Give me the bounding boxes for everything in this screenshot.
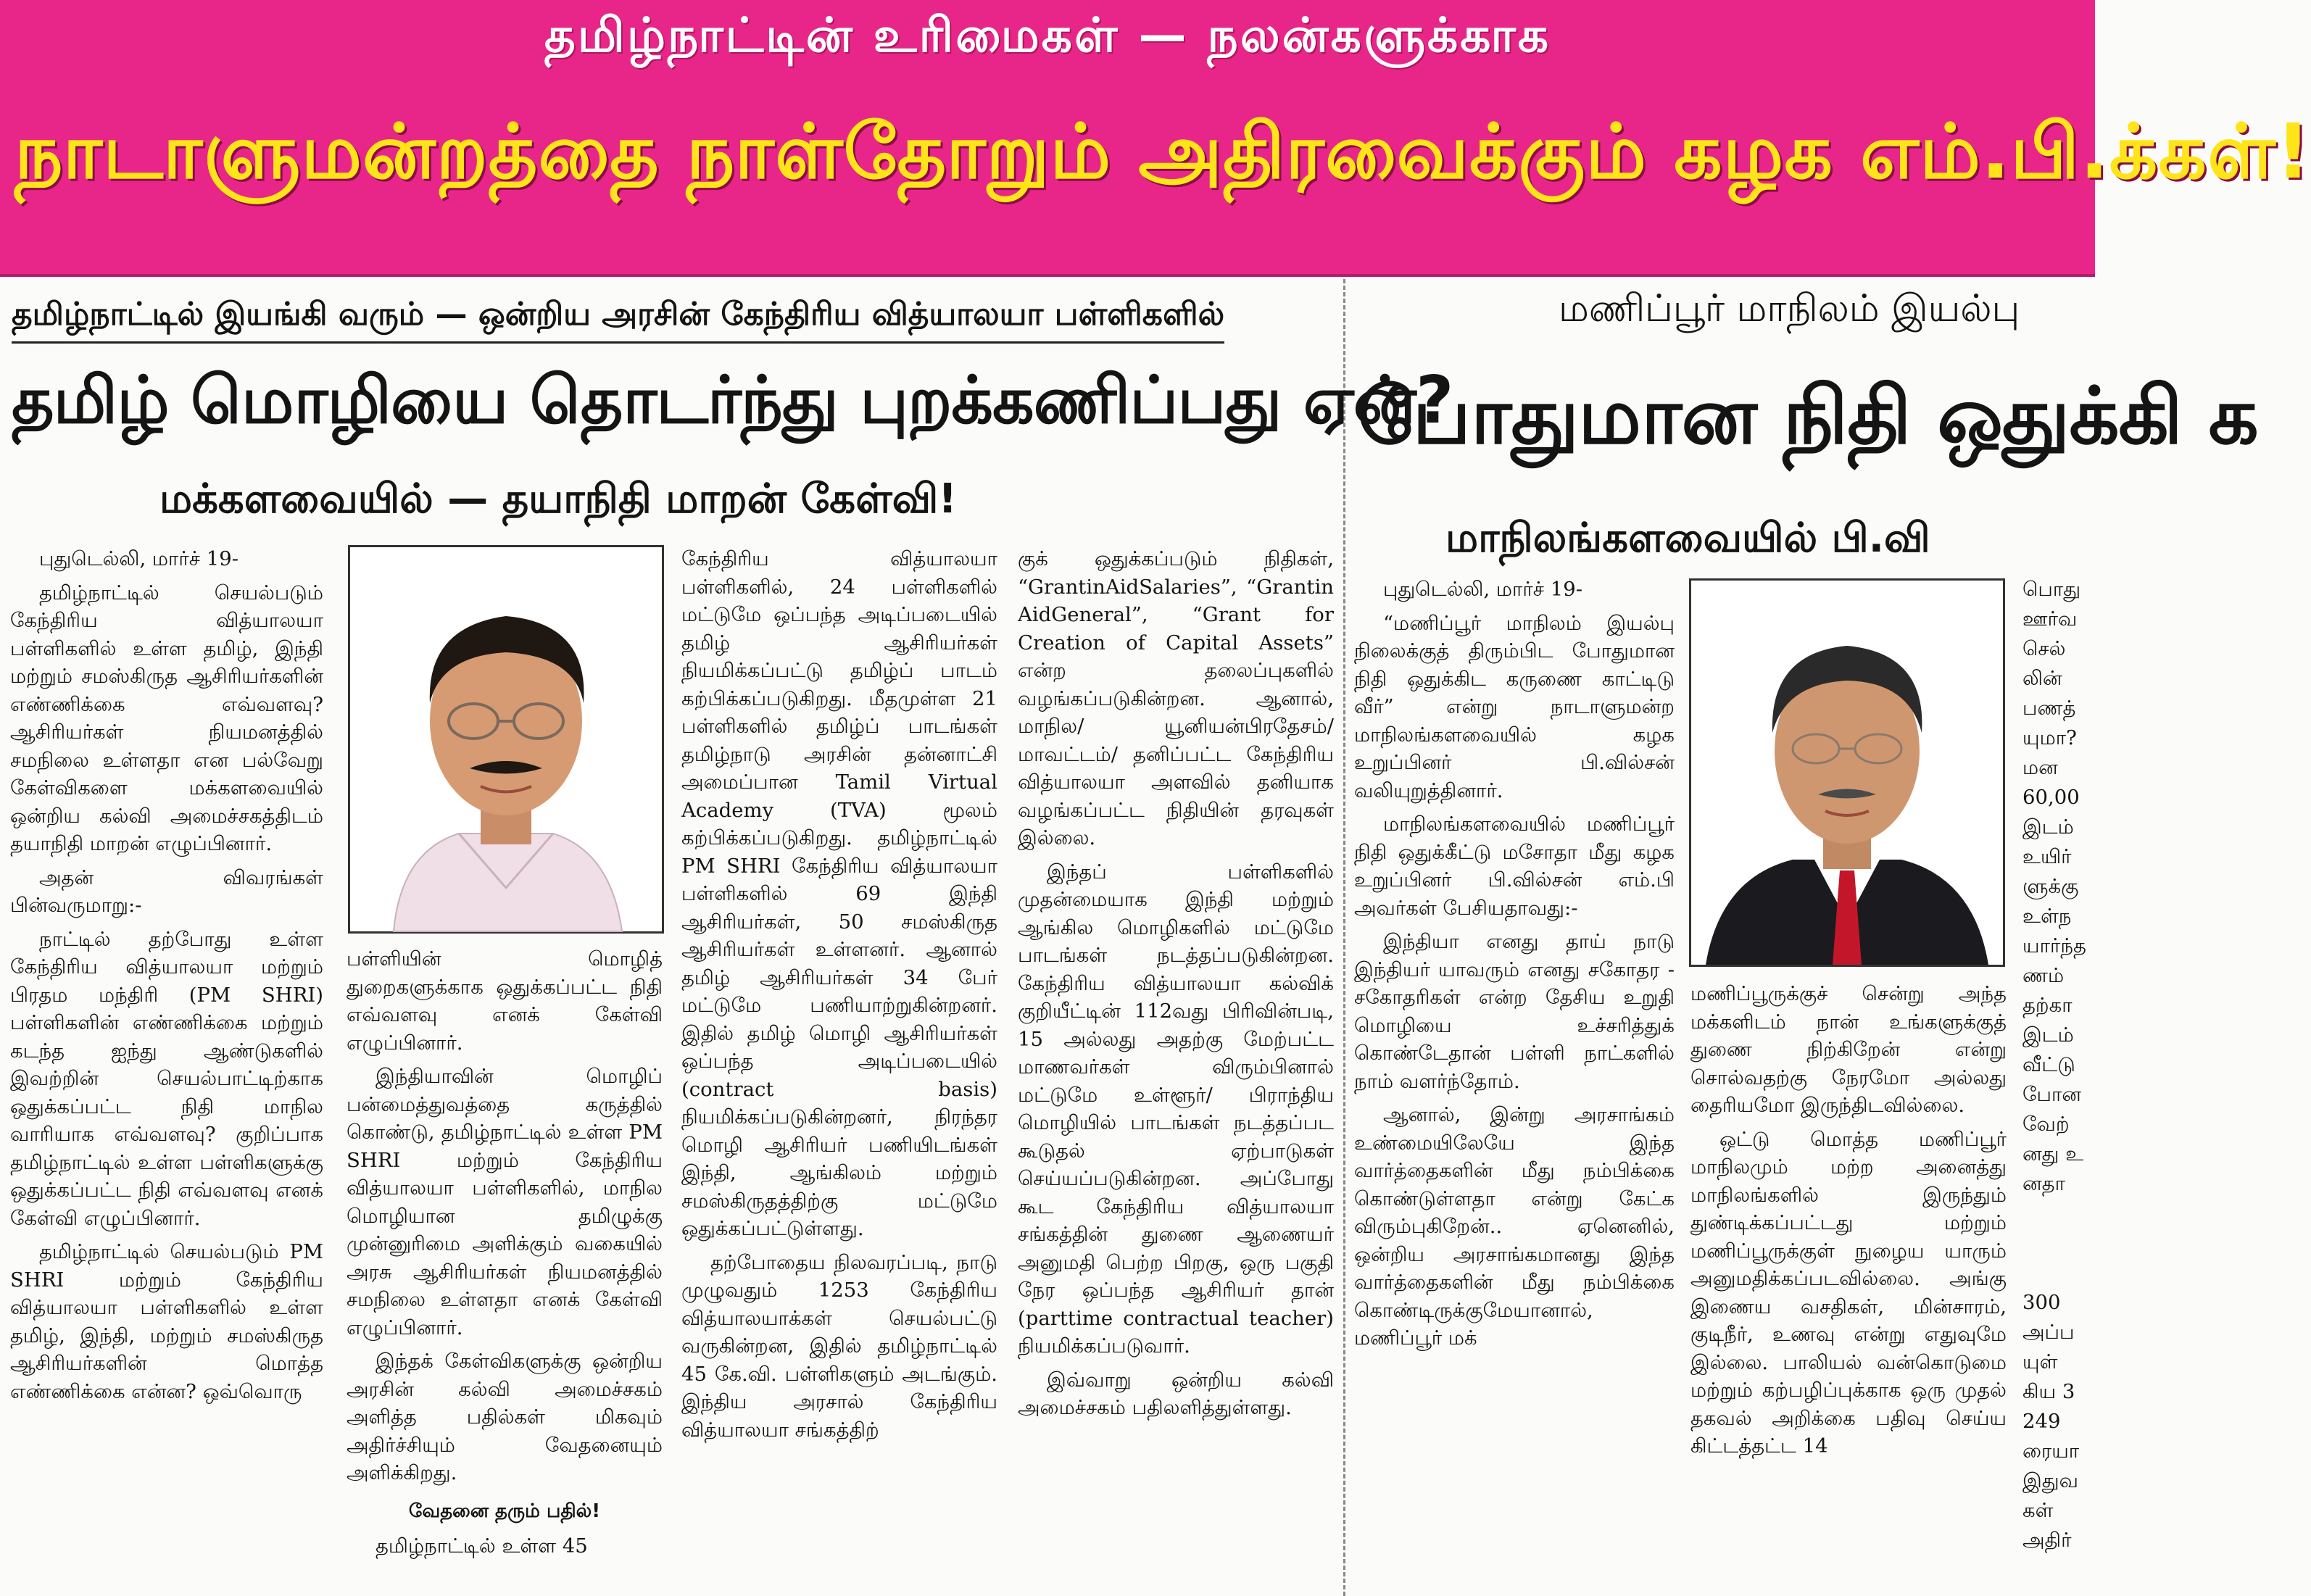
paragraph: இந்தப் பள்ளிகளில் முதன்மையாக இந்தி மற்றும் ஆங்கில மொழிகளில் மட்டுமே பாடங்கள் நடத்தப்படுகின்றன. கேந்திரிய வித்யாலயா கல்விக் குறியீட்டின் 112வது பிரிவின்படி, 15 அல்லது அதற்கு மேற்பட்ட மாணவர்கள் விரும்பினால் மட்டுமே உள்ளூர்/ பிராந்திய மொழியில் பாடங்கள் நடத்தப்பட கூடுதல் ஏற்பாடுகள் செய்யப்படுகின்றன. அப்போது கூட கேந்திரிய வித்யாலயா சங்கத்தின் துணை ஆணையர் அனுமதி பெற்ற பிறகு, ஒரு பகுதி நேர ஒப்பந்த ஆசிரியர் தான் (parttime contractual teacher) நியமிக்கப்படுவார். bbox=[1018, 860, 1334, 1358]
paragraph: இந்தக் கேள்விகளுக்கு ஒன்றிய அரசின் கல்வி அமைச்சகம் அளித்த பதில்கள் மிகவும் அதிர்ச்சியும் வேதனையும் அளிக்கிறது. bbox=[347, 1350, 663, 1484]
left-subhead: மக்களவையில் — தயாநிதி மாறன் கேள்வி! bbox=[159, 475, 957, 523]
right-subhead: மாநிலங்களவையில் பி.வி bbox=[1445, 515, 1930, 562]
cropped-line: அதிர் bbox=[2022, 1529, 2072, 1552]
cropped-line bbox=[2022, 1229, 2095, 1259]
banner-headline: நாடாளுமன்றத்தை நாள்தோறும் அதிரவைக்கும் கழக எம்.பி.க்கள்! bbox=[14, 107, 2311, 196]
paragraph: இந்தியா எனது தாய் நாடு இந்தியர் யாவரும் எனது சகோதர - சகோதரிகள் என்ற தேசிய உறுதி மொழியை உச்சரித்துக் கொண்டேதான் பள்ளி நாட்களில் நாம் வளர்ந்தோம். bbox=[1354, 930, 1675, 1093]
paragraph: மாநிலங்களவையில் மணிப்பூர் நிதி ஒதுக்கீட்டு மசோதா மீது கழக உறுப்பினர் பி.வில்சன் எம்.பி அவர்கள் பேசியதாவது:- bbox=[1354, 812, 1675, 920]
cropped-line: லின் bbox=[2022, 667, 2062, 690]
cropped-line: ளுக்கு bbox=[2022, 875, 2079, 898]
paragraph: அதன் விவரங்கள் பின்வருமாறு:- bbox=[10, 865, 323, 917]
paragraph: கேந்திரிய வித்யாலயா பள்ளிகளில், 24 பள்ளிகளில் மட்டுமே ஒப்பந்த அடிப்படையில் தமிழ் ஆசிரியர்கள் நியமிக்கப்பட்டு தமிழ்ப் பாடம் கற்பிக்கப்படுகிறது. மீதமுள்ள 21 பள்ளிகளில் தமிழ்ப் பாடங்கள் தமிழ்நாடு அரசின் தன்னாட்சி அமைப்பான Tamil Virtual Academy (TVA) மூலம் கற்பிக்கப்படுகிறது. தமிழ்நாட்டில் PM SHRI கேந்திரிய வித்யாலயா பள்ளிகளில் 69 இந்தி ஆசிரியர்கள், 50 சமஸ்கிருத ஆசிரியர்கள் உள்ளனர். ஆனால் தமிழ் ஆசிரியர்கள் 34 பேர் மட்டுமே பணியாற்றுகின்றனர். இதில் தமிழ் மொழி ஆசிரியர்கள் ஒப்பந்த அடிப்படையில் (contract basis) நியமிக்கப்படுகின்றனர், நிரந்தர மொழி ஆசிரியர் பணியிடங்கள் இந்தி, ஆங்கிலம் மற்றும் சமஸ்கிருதத்திற்கு மட்டுமே ஒதுக்கப்பட்டுள்ளது. bbox=[681, 547, 997, 1240]
paragraph: நாட்டில் தற்போது உள்ள கேந்திரிய வித்யாலயா மற்றும் பிரதம மந்திரி (PM SHRI) பள்ளிகளின் எண்ணிக்கை மற்றும் கடந்த ஐந்து ஆண்டுகளில் இவற்றின் செயல்பாட்டிற்காக ஒதுக்கப்பட்ட நிதி மாநில வாரியாக எவ்வளவு? குறிப்பாக தமிழ்நாட்டில் உள்ள பள்ளிகளுக்கு ஒதுக்கப்பட்ட நிதி எவ்வளவு எனக் கேள்வி எழுப்பினார். bbox=[10, 927, 323, 1230]
paragraph: தமிழ்நாட்டில் செயல்படும் கேந்திரிய வித்யாலயா பள்ளிகளில் உள்ள தமிழ், இந்தி மற்றும் சமஸ்கிருத ஆசிரியர்களின் எண்ணிக்கை எவ்வளவு? ஆசிரியர்கள் நியமனத்தில் சமநிலை உள்ளதா என பல்வேறு கேள்விகளை மக்களவையில் ஒன்றிய கல்வி அமைச்சகத்திடம் தயாநிதி மாறன் எழுப்பினார். bbox=[10, 581, 323, 855]
dayanidhi-maran-photo bbox=[348, 545, 664, 934]
cropped-line: உயிர் bbox=[2022, 845, 2072, 868]
portrait-image bbox=[350, 547, 662, 931]
paragraph: “மணிப்பூர் மாநிலம் இயல்பு நிலைக்குத் திரும்பிட போதுமான நிதி ஒதுக்கிட கருணை காட்டிடு வீர்” என்று நாடாளுமன்ற மாநிலங்களவையில் கழக உறுப்பினர் பி.வில்சன் வலியுறுத்தினார். bbox=[1354, 611, 1675, 802]
paragraph: இவ்வாறு ஒன்றிய கல்வி அமைச்சகம் பதிலளித்துள்ளது. bbox=[1018, 1368, 1334, 1419]
cropped-line: 249 bbox=[2022, 1410, 2061, 1433]
left-kicker: தமிழ்நாட்டில் இயங்கி வரும் — ஒன்றிய அரசின் கேந்திரிய வித்யாலயா பள்ளிகளில் bbox=[12, 296, 1224, 344]
cropped-line: போன bbox=[2022, 1083, 2082, 1106]
banner-tagline: தமிழ்நாட்டின் உரிமைகள் — நலன்களுக்காக bbox=[544, 7, 1551, 63]
cropped-line: மன bbox=[2022, 756, 2058, 779]
left-col-1 bbox=[10, 545, 323, 1596]
cropped-line: உள்ந bbox=[2022, 905, 2072, 928]
cropped-line: கிய 3 bbox=[2022, 1380, 2075, 1403]
cropped-line bbox=[2022, 1259, 2095, 1289]
column-divider bbox=[1343, 279, 1345, 1596]
paragraph: தற்போதைய நிலவரப்படி, நாடு முழுவதும் 1253 கேந்திரிய வித்யாலயாக்கள் செயல்பட்டு வருகின்றன, இதில் தமிழ்நாட்டில் 45 கே.வி. பள்ளிகளும் அடங்கும். இந்திய அரசால் கேந்திரிய வித்யாலயா சங்கத்திற் bbox=[681, 1250, 997, 1442]
paragraph: ஒட்டு மொத்த மணிப்பூர் மாநிலமும் மற்ற அனைத்து மாநிலங்களில் இருந்தும் துண்டிக்கப்பட்டது மற்றும் மணிப்பூருக்குள் நுழைய யாரும் அனுமதிக்கப்படவில்லை. அங்கு இணைய வசதிகள், மின்சாரம், குடிநீர், உணவு என்று எதுவுமே இல்லை. பாலியல் வன்கொடுமை மற்றும் கற்பழிப்புக்காக ஒரு முதல் தகவல் அறிக்கை பதிவு செய்ய கிட்டத்தட்ட 14 bbox=[1690, 1127, 2007, 1458]
cropped-line: ரையா bbox=[2022, 1439, 2080, 1463]
right-col-3-cropped bbox=[2022, 575, 2095, 1596]
top-banner bbox=[0, 0, 2311, 277]
p-wilson-photo bbox=[1689, 578, 2005, 967]
cropped-line: 60,00 bbox=[2022, 786, 2080, 809]
dateline: புதுடெல்லி, மார்ச் 19- bbox=[1383, 578, 1583, 601]
cropped-line: யார்ந்த bbox=[2022, 934, 2086, 957]
paragraph: இந்தியாவின் மொழிப் பன்மைத்துவத்தை கருத்தில் கொண்டு, தமிழ்நாட்டில் உள்ள PM SHRI மற்றும் கேந்திரிய வித்யாலயா பள்ளிகளில், மாநில மொழியான தமிழுக்கு முன்னுரிமை அளிக்கும் வகையில் அரசு ஆசிரியர்கள் நியமனத்தில் சமநிலை உள்ளதா எனக் கேள்வி எழுப்பினார். bbox=[347, 1065, 663, 1339]
paragraph: தமிழ்நாட்டில் செயல்படும் PM SHRI மற்றும் கேந்திரிய வித்யாலயா பள்ளிகளில் உள்ள தமிழ், இந்தி, மற்றும் சமஸ்கிருத ஆசிரியர்களின் மொத்த எண்ணிக்கை என்ன? ஒவ்வொரு bbox=[10, 1240, 323, 1403]
right-col-2 bbox=[1690, 980, 2007, 1596]
left-col-3 bbox=[681, 545, 997, 1596]
right-kicker: மணிப்பூர் மாநிலம் இயல்பு bbox=[1559, 287, 2020, 331]
cropped-line: பணத் bbox=[2022, 697, 2076, 720]
paragraph: குக் ஒதுக்கப்படும் நிதிகள், “GrantinAidSalaries”, “Grantin AidGeneral”, “Grant for Creation of Capital Assets” என்ற தலைப்புகளில் வழங்கப்படுகின்றன. ஆனால், மாநில/ யூனியன்பிரதேசம்/ மாவட்டம்/ தனிப்பட்ட கேந்திரிய வித்யாலயா அளவில் தனியாக வழங்கப்பட்ட நிதியின் தரவுகள் இல்லை. bbox=[1018, 547, 1334, 849]
cropped-line: இடம் bbox=[2022, 1023, 2074, 1047]
cropped-line: வேற் bbox=[2022, 1113, 2070, 1136]
cropped-line: னதா bbox=[2022, 1172, 2065, 1195]
cropped-line: பொது bbox=[2022, 578, 2081, 601]
cropped-line: 300 bbox=[2022, 1291, 2061, 1314]
paragraph: மணிப்பூருக்குச் சென்று அந்த மக்களிடம் நான் உங்களுக்குத் துணை நிற்கிறேன் என்று சொல்வதற்கு நேரமோ அல்லது தைரியமோ இருந்திடவில்லை. bbox=[1690, 982, 2007, 1117]
cropped-line: வீட்டு bbox=[2022, 1053, 2075, 1076]
dateline: புதுடெல்லி, மார்ச் 19- bbox=[39, 547, 239, 570]
cropped-line: ஊர்வ bbox=[2022, 607, 2078, 631]
section-subheading: வேதனை தரும் பதில்! bbox=[408, 1500, 601, 1522]
paragraph: தமிழ்நாட்டில் உள்ள 45 bbox=[376, 1534, 588, 1558]
portrait-image bbox=[1691, 581, 2003, 965]
right-headline: போதுமான நிதி ஒதுக்கி க bbox=[1357, 371, 2258, 462]
cropped-line: னது உ bbox=[2022, 1142, 2084, 1165]
cropped-line: இதுவ bbox=[2022, 1469, 2078, 1492]
left-headline: தமிழ் மொழியை தொடர்ந்து புறக்கணிப்பது ஏன்? bbox=[12, 362, 1453, 439]
cropped-line: செல் bbox=[2022, 637, 2066, 660]
cropped-line: யுமா? bbox=[2022, 726, 2077, 749]
cropped-line: அப்ப bbox=[2022, 1321, 2075, 1344]
cropped-line: கள் bbox=[2022, 1499, 2054, 1522]
cropped-line: யுள் bbox=[2022, 1350, 2058, 1373]
left-col-2 bbox=[347, 945, 663, 1596]
paragraph: ஆனால், இன்று அரசாங்கம் உண்மையிலேயே இந்த வார்த்தைகளின் மீது நம்பிக்கை கொண்டுள்ளதா என்று கேட்க விரும்புகிறேன்.. ஏனெனில், ஒன்றிய அரசாங்கமானது இந்த வார்த்தைகளின் மீது நம்பிக்கை கொண்டிருக்குமேயானால், மணிப்பூர் மக் bbox=[1354, 1103, 1675, 1350]
right-col-1 bbox=[1354, 575, 1675, 1596]
paragraph: பள்ளியின் மொழித் துறைகளுக்காக ஒதுக்கப்பட்ட நிதி எவ்வளவு எனக் கேள்வி எழுப்பினார். bbox=[347, 947, 663, 1055]
left-col-4 bbox=[1018, 545, 1334, 1596]
cropped-line: தற்கா bbox=[2022, 994, 2073, 1017]
cropped-line bbox=[2022, 1200, 2095, 1229]
cropped-line: ணம் bbox=[2022, 964, 2065, 987]
cropped-line: இடம் bbox=[2022, 815, 2074, 839]
